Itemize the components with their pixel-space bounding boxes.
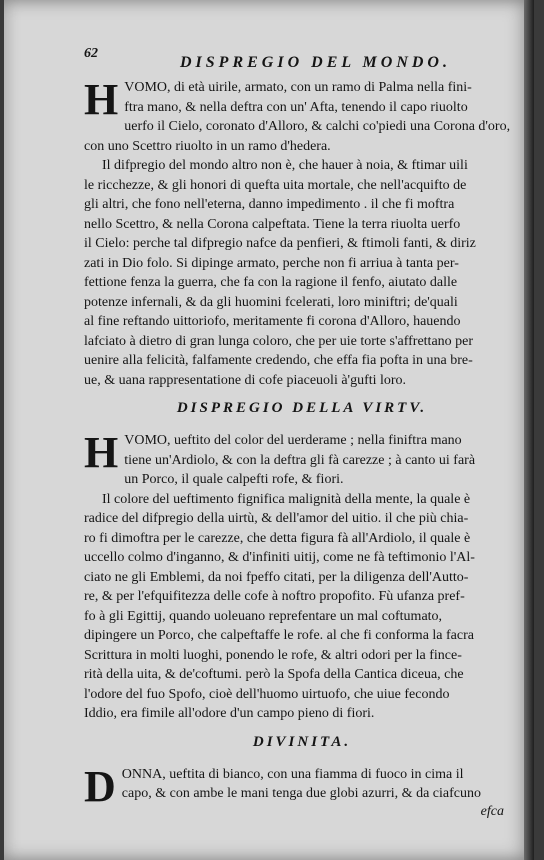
paragraph <box>84 428 520 724</box>
dropcap-lines <box>84 75 520 124</box>
text-line: tiene un'Ardiolo, & con la deftra gli fà carezze ; à canto ui farà <box>124 452 476 468</box>
paragraph <box>84 75 520 390</box>
text-line: VOMO, di età uirile, armato, con un ramo di Palma nella fini- <box>124 80 472 95</box>
dropcap-lines <box>84 428 520 477</box>
text-line: fo à gli Egittij, quando uoleuano reprefentare un mal coftumato, <box>84 608 443 624</box>
text-line: lafciato à dietro di gran lunga coloro, che per uie torte s'affrettano per <box>84 333 474 349</box>
page-edge-shadow <box>524 0 534 860</box>
text-line: rità della uita, & de'coftumi. però la Spofa della Cantica diceua, che <box>84 667 464 682</box>
text-line: ro fi dimoftra per le carezze, che detta figura fà all'Ardiolo, il quale è <box>84 530 471 546</box>
text-line: l'odore del fuo Spofo, cioè dell'huomo uirtuofo, che uiue fecondo <box>84 686 450 702</box>
page-header <box>84 40 520 78</box>
catchword: efca <box>480 803 504 819</box>
text-line: Scrittura in molti luoghi, ponendo le rofe, & altri odori per la fince- <box>84 647 462 663</box>
text-line: uenire alla felicità, falfamente credendo, che effa fia pofta in una bre- <box>84 353 473 368</box>
text-line: ONNA, ueftita di bianco, con una fiamma di fuoco in cima il <box>121 766 464 782</box>
text-line: le ricchezze, & gli honori di quefta uita mortale, che nell'acquifto de <box>84 177 467 193</box>
text-line: ciato ne gli Emblemi, da noi fpeffo citati, per la diligenza dell'Autto- <box>84 569 469 585</box>
section-title: DIVINITA. <box>252 733 352 750</box>
text-line: radice del difpregio della uirtù, & dell'amor del uitio. il che più chia- <box>84 511 469 526</box>
text-line: uccello colmo d'inganno, & d'infiniti uitij, come ne fà teftimonio l'Al- <box>84 550 475 565</box>
text-line: Iddio, era fimile all'odore d'un campo pieno di fiori. <box>84 706 375 721</box>
page-content <box>84 40 520 820</box>
drop-cap: H <box>84 428 119 477</box>
section-title: DISPREGIO DELLA VIRTV. <box>176 400 428 416</box>
text-line: Il colore del ueftimento fignifica malignità della mente, la quale è <box>102 491 471 507</box>
drop-cap: H <box>84 75 119 124</box>
book-page <box>4 0 534 860</box>
page-number: 62 <box>84 46 98 61</box>
text-line: gli altri, che fono nell'eterna, danno impedimento . il che fi moftra <box>84 197 455 212</box>
text-line: fettione fenza la guerra, che fa con la ragione il fenfo, aiutato dalle <box>84 275 458 290</box>
text-line: capo, & con ambe le mani tenga due globi azurri, & da ciafcuno <box>121 786 481 801</box>
running-head: DISPREGIO DEL MONDO. <box>180 54 451 71</box>
text-line: VOMO, ueftito del color del uerderame ; nella finiftra mano <box>124 433 462 448</box>
text-line: al fine reftando uittoriofo, meritamente fi corona d'Alloro, hauendo <box>84 314 461 329</box>
text-line: con uno Scettro riuolto in un ramo d'hedera. <box>84 138 331 154</box>
text-line: Il difpregio del mondo altro non è, che hauer à noia, & ftimar uili <box>102 158 468 173</box>
section <box>84 75 520 390</box>
drop-cap: D <box>84 761 116 811</box>
text-line: un Porco, il quale calpefti rofe, & fiori. <box>124 472 344 487</box>
section <box>84 400 520 724</box>
text-line: il Cielo: perche tal difpregio nafce da penfieri, & ftimoli fanti, & diriz <box>84 236 476 251</box>
text-line: potenze infernali, & da gli huomini fcelerati, loro miniftri; de'quali <box>84 294 458 310</box>
text-line: re, & per l'efquifitezza delle cofe à noftro propofito. Fù ufanza pref- <box>84 589 465 604</box>
text-line: uerfo il Cielo, coronato d'Alloro, & calchi co'piedi una Corona d'oro, <box>124 119 511 134</box>
text-line: ue, & uana rappresentatione di cofe piaceuoli à'gufti loro. <box>84 372 407 388</box>
text-line: nello Scettro, & nella Corona calpeftata. Tiene la terra riuolta uerfo <box>84 216 461 232</box>
text-line: ftra mano, & nella deftra con un' Afta, tenendo il capo riuolto <box>124 99 468 115</box>
text-line: zati in Dio folo. Si dipinge armato, perche non fi arriua à tanta per- <box>84 255 459 271</box>
text-line: dipingere un Porco, che calpeftaffe le rofe. al che fi conforma la facra <box>84 628 474 643</box>
